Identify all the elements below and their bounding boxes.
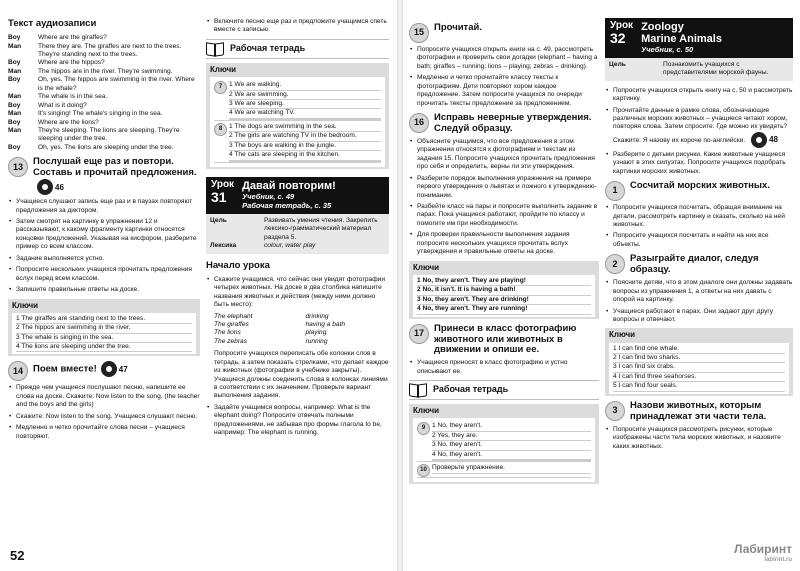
- exercise-title: Разыграйте диалог, следуя образцу.: [630, 253, 759, 276]
- exercise-title: Послушай еще раз и повтори. Составь и прочитай предложения.46: [33, 157, 200, 195]
- step: • Разберите порядок выполнения упражнения на примере первого утверждения о львятах и ложного к утверждению-понимании.: [417, 175, 599, 200]
- lesson-start-steps: [206, 276, 389, 310]
- keys-answers: [413, 418, 595, 482]
- goal-label: Цель: [210, 216, 227, 224]
- line-text: There they are. The giraffes are next to the trees. They're standing next to the trees.: [38, 42, 182, 59]
- exercise-number: 9: [417, 422, 430, 435]
- exercise-title: Прочитай.: [434, 22, 482, 33]
- key-line: 3 We are sleeping.: [229, 100, 381, 109]
- workbook-keys: [409, 404, 599, 484]
- lesson-word: Урок: [610, 20, 634, 31]
- key-line: 1 No, they aren't. They are playing!: [417, 277, 591, 286]
- keys-heading: Ключи: [609, 330, 636, 340]
- speaker: Boy: [8, 76, 21, 84]
- exercise-number: 16: [409, 113, 429, 133]
- goal-label: Цель: [609, 60, 626, 68]
- left-column: [8, 18, 200, 444]
- animal: The zebras: [214, 337, 247, 345]
- workbook-ref: Рабочая тетрадь, с. 35: [242, 201, 332, 211]
- answer-keys-13: [8, 299, 200, 357]
- key-line: 3 The boys are walking in the jungle.: [229, 142, 381, 151]
- key-line: 1 I can find one whale.: [613, 345, 785, 354]
- speaker: Man: [8, 110, 22, 118]
- step: • Попросите учащихся рассмотреть рисунки, которые изображены части тела морских животных, и назовите каких животных.: [613, 426, 793, 451]
- track-number: 46: [55, 182, 64, 192]
- line-text: Oh, yes. The hippos are swimming in the river. Where is the whale?: [38, 76, 195, 92]
- exercise-17-steps: [409, 359, 599, 376]
- track-number: 48: [769, 134, 778, 144]
- lesson-start-steps-2: [206, 404, 389, 438]
- answer-keys-16: [409, 261, 599, 319]
- exercise-3-steps: [605, 426, 793, 451]
- line-text: Where are the hippos?: [38, 59, 105, 67]
- keys-heading: Ключи: [413, 262, 440, 272]
- workbook-exercise-7: [214, 81, 381, 121]
- line-text: Where are the lions?: [38, 118, 99, 126]
- step: • Разберите с детьми рисунки. Какие животные учащиеся узнают в этих силуэтах. Попросите учащихся подобрать картинки морских животных.: [613, 151, 793, 176]
- exercise-number: 13: [8, 157, 28, 177]
- action: drinking: [305, 312, 329, 320]
- animal-action-table: [214, 313, 389, 347]
- right-column: [206, 18, 389, 441]
- keys-heading: Ключи: [12, 300, 39, 310]
- key-line: 2 The girls are watching TV in the bedroom.: [229, 132, 381, 141]
- step: • Попросите нескольких учащихся прочитать предложения вслух перед всем классом.: [16, 266, 200, 283]
- step: • Прежде чем учащиеся послушают песню, напишите ее слова на доске. Скажите: Now listen to the song. (the teacher and the boys and the girls): [16, 384, 200, 409]
- watermark-text: Лабиринт: [733, 541, 792, 556]
- exercise-title: Сосчитай морских животных.: [630, 180, 770, 192]
- key-line: 4 No, they aren't. They are running!: [417, 305, 591, 314]
- key-line: 2 We are swimming.: [229, 91, 381, 100]
- speaker: Boy: [8, 143, 21, 151]
- exercise-title: Принеси в класс фотографию животного или животных в движении и опиши ее.: [434, 322, 577, 356]
- key-line: 3 No, they aren't. They are drinking!: [417, 296, 591, 305]
- open-book-icon: [409, 384, 427, 396]
- key-line: 1 The dogs are swimming in the sea.: [229, 123, 381, 132]
- lesson-subtitle: Marine Animals: [641, 33, 722, 46]
- step: • Медленно и четко прочитайте слова песни – учащиеся повторяют.: [16, 424, 200, 441]
- step: • Попросите учащихся открыть книгу на с. 50 и рассмотреть картинку.: [613, 87, 793, 104]
- line-text: The hippos are in the river. They're swimming.: [38, 67, 173, 75]
- step: • Учащиеся приносят в класс фотографию и устно описывают ее.: [417, 359, 599, 376]
- animal: The elephant: [214, 312, 253, 320]
- lesson-word: Урок: [211, 178, 235, 190]
- vocab-text: colour, water play: [264, 242, 316, 250]
- step: • Учащиеся работают в парах. Они задают друг другу вопросы и отвечают.: [613, 308, 793, 325]
- speaker: Boy: [8, 118, 21, 126]
- lesson-31-info: [206, 214, 389, 254]
- key-line: 1 No, they aren't.: [432, 422, 591, 431]
- exercise-number: 10: [417, 464, 430, 477]
- keys-heading: Ключи: [413, 406, 440, 416]
- track-number: 47: [118, 364, 128, 374]
- exercise-15: [409, 23, 599, 43]
- animal: The lions: [214, 329, 241, 337]
- line-text: Where are the giraffes?: [38, 34, 107, 42]
- step: • Попросите учащихся посчитать, обращая внимание на детали, рассмотреть картинку и сказать, сколько на ней животных.: [613, 204, 793, 229]
- step: • Скажите: Now listen to the song. Учащиеся слушают песню.: [16, 413, 200, 421]
- line-text: They're sleeping. The lions are sleeping. They're sleeping under the tree.: [38, 126, 180, 143]
- lesson-32-header: [605, 18, 793, 58]
- exercise-number: 7: [214, 81, 227, 94]
- cd-icon: [751, 132, 767, 148]
- action: having a bath: [305, 320, 346, 328]
- exercise-14-steps: [8, 384, 200, 441]
- exercise-number: 8: [214, 123, 227, 136]
- cd-icon: [101, 361, 117, 377]
- key-line: 2 I can find two sharks.: [613, 354, 785, 363]
- workbook-header: [206, 39, 389, 59]
- exercise-16-steps: [409, 138, 599, 257]
- key-line: 1 We are walking.: [229, 81, 381, 90]
- exercise-17: [409, 324, 599, 357]
- textbook-ref: Учебник, с. 49: [242, 191, 295, 201]
- step: • Попросите учащихся посчитать и найти на них все объекты.: [613, 232, 793, 249]
- lesson-31-header: [206, 177, 389, 214]
- exercise-2: [605, 254, 793, 276]
- workbook-label: Рабочая тетрадь: [433, 384, 509, 395]
- exercise-number: 2: [605, 254, 625, 274]
- cd-icon: [37, 179, 53, 195]
- key-line: 2 Yes, they are.: [432, 432, 591, 441]
- key-line: 2 The hippos are swimming in the river.: [16, 324, 192, 333]
- exercise-title: Поем вместе! 47: [33, 361, 128, 377]
- exercise-number: 14: [8, 361, 28, 381]
- speaker: Boy: [8, 101, 21, 109]
- exercise-number: 17: [409, 324, 429, 344]
- lesson-32-info: [605, 58, 793, 81]
- exercise-16: [409, 113, 599, 135]
- lesson-32-intro-steps: [605, 87, 793, 177]
- key-line: 4 I can find three seahorses.: [613, 373, 785, 382]
- step: • Затем смотрят на картинку в упражнении 12 и рассказывают, к какому фрагменту картинки относятся концовки предложений. Указывая на кисфором, разберите пример со всем классом.: [16, 218, 200, 252]
- textbook-ref: Учебник, с. 50: [641, 45, 694, 55]
- keys-answers: [413, 275, 595, 317]
- answer-keys-2: [605, 328, 793, 395]
- workbook-header: [409, 380, 599, 400]
- step: • Запишите правильные ответы на доске.: [16, 286, 200, 294]
- step: • Для проверки правильности выполнения задания попросите нескольких учащихся прочитать вслух утверждения и правильные ответы на доске.: [417, 231, 599, 256]
- lesson-number: 31: [211, 188, 227, 205]
- step: • Скажите учащимся, что сейчас они увидят фотографии четырех животных. На доске в два столбика напишите названия животных и действия (между ними должно быть место):: [214, 276, 389, 310]
- key-line: 1 The giraffes are standing next to the trees.: [16, 315, 192, 324]
- exercise-13: [8, 157, 200, 195]
- page-number: 52: [10, 548, 25, 564]
- step: • Попросите учащихся открыть книги на с. 49, рассмотреть фотографии и проверить свои догадки (elephant – having a bath; giraffes – running; lions – playing; zebras – drinking).: [417, 46, 599, 71]
- audioscript-lines: [8, 34, 200, 152]
- step: • Поясните детям, что в этом диалоге они должны задавать вопросы из упражнения 1, а ответы на них давать с опорой на картинку.: [613, 279, 793, 304]
- lesson-start-heading: Начало урока: [206, 259, 270, 271]
- keys-answers: [609, 343, 789, 394]
- speaker: Man: [8, 42, 22, 50]
- step: • Задайте учащимся вопросы, например: What is the elephant doing? Попросите отвечать полными предложениями, не забывая про формы глагола to be, например: The elephant is running.: [214, 404, 389, 438]
- publisher-watermark: [734, 542, 792, 565]
- exercise-13-steps: [8, 198, 200, 294]
- right-page: [403, 0, 800, 571]
- exercise-1: [605, 181, 793, 201]
- key-line: 2 No, it isn't. It is having a bath!: [417, 286, 591, 295]
- exercise-number: 15: [409, 23, 429, 43]
- left-page: [0, 0, 397, 571]
- line-text: What is it doing?: [38, 101, 87, 109]
- workbook-exercise-10: [417, 464, 591, 478]
- workbook-exercise-9: [417, 422, 591, 462]
- key-line: 3 The whale is singing in the sea.: [16, 334, 192, 343]
- step: • Прочитайте данные в рамке слова, обозначающие различных морских животных – учащиеся читают хором, повторяя слова. Затем спросите: Где можно их увидеть? Скажите: Я назову их короче по-английски. 48: [613, 107, 793, 148]
- exercise-1-steps: [605, 204, 793, 249]
- line-text: It's singing! The whale's singing in the sea.: [38, 110, 163, 118]
- workbook-keys: [206, 63, 389, 169]
- step: • Задание выполняется устно.: [16, 255, 200, 263]
- goal-text: Познакомить учащихся с представителями морской фауны.: [663, 60, 769, 77]
- key-line: 4 We are watching TV.: [229, 109, 381, 118]
- keys-answers: [12, 313, 196, 355]
- keys-answers: [210, 77, 385, 167]
- lesson-number: 32: [610, 30, 626, 46]
- step: • Объясните учащимся, что все предложения в этом упражнении относятся к фотографиям и текстам из задания 15. Попросите учащихся прочитать предложения про себя и определить, верны ли эти утверждения.: [417, 138, 599, 172]
- key-line: 4 The cats are sleeping in the kitchen.: [229, 151, 381, 160]
- right-column: [605, 18, 793, 454]
- key-line: 5 I can find four seals.: [613, 382, 785, 391]
- action: playing: [305, 329, 327, 337]
- audioscript-heading: Текст аудиозаписи: [8, 18, 97, 29]
- lesson-title: Zoology: [641, 21, 684, 33]
- exercise-title: Назови животных, которым принадлежат эти части тела.: [630, 399, 767, 422]
- speaker: Man: [8, 93, 22, 101]
- open-book-icon: [206, 43, 224, 55]
- step: • Разбейте класс на пары и попросите выполнить задание в парах. Пока учащиеся работают, пройдите по классу и помогите им при необходимости.: [417, 203, 599, 228]
- lesson-title: Давай повторим!: [242, 179, 336, 192]
- key-line: Проверьте упражнение.: [432, 464, 591, 473]
- exercise-14: [8, 361, 200, 381]
- speaker: Boy: [8, 34, 21, 42]
- animal: The giraffes: [214, 320, 249, 328]
- exercise-2-steps: [605, 279, 793, 324]
- vocab-label: Лексика: [210, 242, 237, 250]
- left-column: [409, 18, 599, 488]
- exercise-number: 1: [605, 181, 625, 201]
- goal-text: Развивать умения чтения. Закрепить лексико-грамматический материал раздела 5.: [264, 216, 378, 241]
- key-line: 4 The lions are sleeping under the tree.: [16, 343, 192, 352]
- workbook-exercise-8: [214, 123, 381, 163]
- step: • Учащиеся слушают запись еще раз и в паузах повторяют предложения за диктором.: [16, 198, 200, 215]
- exercise-title: Исправь неверные утверждения. Следуй образцу.: [434, 112, 592, 134]
- step: • Включите песню еще раз и предложите учащимся спеть вместе с записью.: [214, 18, 389, 35]
- workbook-label: Рабочая тетрадь: [230, 43, 306, 54]
- exercise-3: [605, 401, 793, 423]
- song-step: [206, 18, 389, 35]
- action: running: [305, 337, 328, 345]
- step: • Медленно и четко прочитайте классу тексты к фотографиям. Дети повторяют хором каждое предложение. Затем попросите учащихся по очереди прочитать тексты предложение за предложением.: [417, 74, 599, 108]
- watermark-subtext: labirint.ru: [764, 557, 792, 564]
- instruction-paragraph: Попросите учащихся переписать обе колонки слов в тетрадь, а затем показать стрелками, что делает каждое из животных (фотографии в учебнике закрыты). Учащиеся должны соединить слова в колонках линиями в соответствии с их значением. Проверьте вариант выполнения задания.: [214, 350, 389, 400]
- line-text: The whale is in the sea.: [38, 93, 108, 101]
- key-line: 4 No, they aren't.: [432, 451, 591, 460]
- key-line: 3 I can find six crabs.: [613, 363, 785, 372]
- exercise-number: 3: [605, 401, 625, 421]
- speaker: Man: [8, 126, 22, 134]
- key-line: 3 No, they aren't.: [432, 441, 591, 450]
- speaker: Man: [8, 67, 22, 75]
- exercise-15-steps: [409, 46, 599, 108]
- speaker: Boy: [8, 59, 21, 67]
- line-text: Oh, yes. The lions are sleeping under the tree.: [38, 143, 174, 151]
- keys-heading: Ключи: [210, 64, 237, 74]
